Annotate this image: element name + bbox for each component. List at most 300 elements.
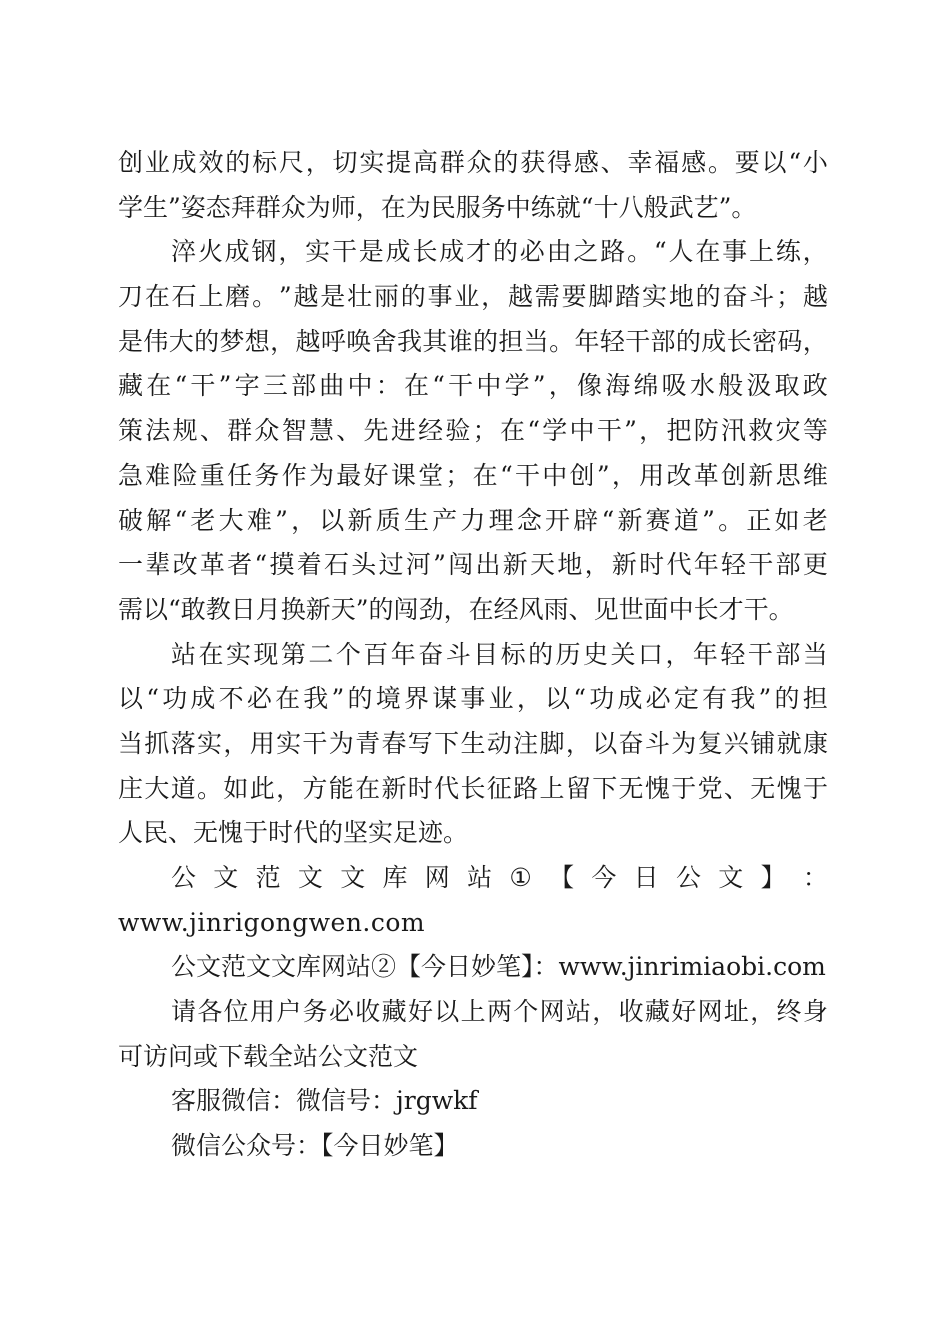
text-glyph: ， <box>639 416 665 446</box>
text-glyph: 创 <box>569 460 595 490</box>
text-glyph: ， <box>223 728 249 758</box>
text-glyph: 担 <box>802 684 828 714</box>
text-line <box>118 230 828 275</box>
site-two-line[interactable]: 公文范文文库网站②【今日妙笔】：www.jinrimiaobi.com <box>171 952 826 982</box>
text-glyph: 解 <box>146 505 172 535</box>
text-glyph: 、 <box>336 416 362 446</box>
text-glyph: 春 <box>381 728 407 758</box>
text-glyph: 天 <box>530 550 556 580</box>
site-one-url[interactable]: www.jinrigongwen.com <box>118 907 426 937</box>
text-glyph: 部 <box>650 326 676 356</box>
text-glyph: 好 <box>407 997 433 1027</box>
wechat-service-line: 客服微信：微信号：jrgwkf <box>171 1086 478 1116</box>
text-glyph: 庄 <box>118 773 144 803</box>
text-glyph: ， <box>802 326 828 356</box>
text-glyph: 奋 <box>418 639 444 669</box>
text-glyph: 难 <box>246 505 272 535</box>
text-glyph: 境 <box>375 684 401 714</box>
text-glyph: 在 <box>472 460 498 490</box>
text-glyph: 请 <box>171 997 197 1027</box>
text-glyph: 时 <box>639 550 665 580</box>
text-glyph: 把 <box>666 416 692 446</box>
text-glyph: 以 <box>319 505 345 535</box>
text-glyph: 个 <box>335 639 361 669</box>
notice-line <box>118 990 828 1035</box>
text-glyph: 。 <box>707 148 733 177</box>
text-glyph: 人 <box>668 237 694 267</box>
text-glyph: “ <box>432 371 445 401</box>
text-glyph: 上 <box>748 237 774 267</box>
text-glyph: ； <box>445 460 471 490</box>
text-glyph: 文 <box>718 863 744 892</box>
text-glyph: 刀 <box>118 282 144 312</box>
text-glyph: 石 <box>171 282 197 312</box>
text-glyph: 。 <box>252 282 278 312</box>
text-glyph: 无 <box>618 773 644 803</box>
text-glyph: 课 <box>390 460 416 490</box>
text-glyph: 定 <box>673 684 699 714</box>
text-glyph: 想 <box>244 326 270 356</box>
text-line: 需以“敢教日月换新天”的闯劲，在经风雨、见世面中长才干。 <box>118 594 794 624</box>
text-line <box>118 499 828 544</box>
text-glyph: 幸 <box>627 148 653 177</box>
text-glyph: 险 <box>172 460 198 490</box>
text-glyph: 成 <box>385 237 411 267</box>
text-glyph: 写 <box>407 728 433 758</box>
text-glyph: 的 <box>473 326 499 356</box>
text-glyph: 重 <box>199 460 225 490</box>
text-glyph: 实 <box>225 639 251 669</box>
text-glyph: 壮 <box>347 282 373 312</box>
site-one-label <box>118 856 828 901</box>
text-glyph: 任 <box>227 460 253 490</box>
text-glyph: 法 <box>145 416 171 446</box>
text-glyph: 先 <box>363 416 389 446</box>
text-glyph: 。 <box>627 237 653 267</box>
text-glyph: 道 <box>673 505 699 535</box>
text-glyph: 业 <box>144 148 170 177</box>
text-glyph: 曲 <box>319 371 345 401</box>
text-glyph: 为 <box>328 728 354 758</box>
text-glyph: 验 <box>445 416 471 446</box>
text-line: 人民、无愧于时代的坚实足迹。 <box>118 818 469 848</box>
text-glyph: 汛 <box>721 416 747 446</box>
text-glyph: “ <box>527 416 540 446</box>
text-glyph: ” <box>218 371 232 401</box>
text-glyph: 抓 <box>144 728 170 758</box>
text-glyph: 成 <box>439 237 465 267</box>
text-glyph: 革 <box>693 460 719 490</box>
text-glyph: ， <box>270 326 296 356</box>
text-glyph: 理 <box>488 505 514 535</box>
text-glyph: ” <box>624 416 637 446</box>
text-glyph: 的 <box>492 237 518 267</box>
text-glyph: 产 <box>432 505 458 535</box>
text-glyph: 干 <box>448 371 474 401</box>
text-glyph: 两 <box>486 997 512 1027</box>
text-glyph: 在 <box>695 237 721 267</box>
text-line <box>118 677 828 722</box>
text-glyph: 斗 <box>749 282 775 312</box>
text-glyph: 闯 <box>448 550 474 580</box>
text-glyph: 收 <box>355 997 381 1027</box>
text-glyph: 干 <box>190 371 216 401</box>
text-glyph: 干 <box>302 728 328 758</box>
text-glyph: 吸 <box>661 371 687 401</box>
text-glyph: ① <box>509 863 532 892</box>
text-glyph: 是 <box>118 326 144 356</box>
text-line <box>118 364 828 409</box>
text-glyph: ， <box>276 773 302 803</box>
text-glyph: 、 <box>723 773 749 803</box>
text-glyph: 收 <box>618 997 644 1027</box>
text-glyph: 汲 <box>746 371 772 401</box>
text-glyph: 个 <box>513 997 539 1027</box>
text-glyph: ， <box>278 237 304 267</box>
text-glyph: 越 <box>295 326 321 356</box>
text-glyph: 年 <box>693 550 719 580</box>
text-glyph: ， <box>481 282 507 312</box>
text-glyph: 。 <box>197 773 223 803</box>
text-glyph: 在 <box>275 684 301 714</box>
text-glyph: 为 <box>671 728 697 758</box>
text-glyph: 长 <box>460 773 486 803</box>
text-glyph: 最 <box>336 460 362 490</box>
text-glyph: 实 <box>642 282 668 312</box>
text-glyph: 要 <box>734 148 760 177</box>
text-glyph: “ <box>601 505 615 535</box>
text-glyph: 正 <box>746 505 772 535</box>
text-glyph: 过 <box>378 550 404 580</box>
document-body <box>118 141 828 1169</box>
text-glyph: 年 <box>390 639 416 669</box>
text-glyph: 取 <box>774 371 800 401</box>
text-glyph: ” <box>331 684 345 714</box>
text-glyph: 如 <box>774 505 800 535</box>
text-glyph: 范 <box>255 863 281 892</box>
text-glyph: 愧 <box>776 773 802 803</box>
text-glyph: 轻 <box>599 326 625 356</box>
text-glyph: 辟 <box>573 505 599 535</box>
text-glyph: 复 <box>697 728 723 758</box>
text-glyph: 石 <box>324 550 350 580</box>
text-glyph: 等 <box>802 416 828 446</box>
text-glyph: “ <box>573 684 587 714</box>
text-glyph: 现 <box>253 639 279 669</box>
text-glyph: 干 <box>625 326 651 356</box>
text-glyph: 兴 <box>723 728 749 758</box>
text-glyph: 的 <box>528 639 554 669</box>
text-glyph: 】 <box>760 863 786 892</box>
text-glyph: 上 <box>539 773 565 803</box>
text-glyph: 需 <box>534 282 560 312</box>
text-glyph: ， <box>565 728 591 758</box>
text-glyph: 各 <box>197 997 223 1027</box>
text-glyph: “ <box>788 148 802 177</box>
text-glyph: “ <box>254 550 268 580</box>
text-glyph: 开 <box>545 505 571 535</box>
text-glyph: 破 <box>118 505 144 535</box>
text-glyph: 功 <box>589 684 615 714</box>
text-glyph: 青 <box>355 728 381 758</box>
text-glyph: 水 <box>689 371 715 401</box>
text-glyph: 创 <box>721 460 747 490</box>
text-glyph: 在 <box>198 639 224 669</box>
text-glyph: 轻 <box>721 550 747 580</box>
text-glyph: 头 <box>351 550 377 580</box>
text-glyph: 梦 <box>219 326 245 356</box>
text-glyph: 、 <box>600 148 626 177</box>
text-glyph: 绵 <box>633 371 659 401</box>
text-glyph: 进 <box>390 416 416 446</box>
text-glyph: 中 <box>476 371 502 401</box>
text-glyph: 部 <box>291 371 317 401</box>
text-glyph: 轻 <box>720 639 746 669</box>
text-glyph: 辈 <box>145 550 171 580</box>
text-glyph: 舍 <box>371 326 397 356</box>
text-glyph: 留 <box>565 773 591 803</box>
text-glyph: 斗 <box>445 639 471 669</box>
text-line <box>118 454 828 499</box>
text-glyph: 年 <box>692 639 718 669</box>
text-glyph: 地 <box>557 550 583 580</box>
text-glyph: 事 <box>722 237 748 267</box>
text-glyph: 路 <box>513 773 539 803</box>
text-glyph: 河 <box>405 550 431 580</box>
text-glyph: 。 <box>718 505 744 535</box>
text-glyph: 得 <box>547 148 573 177</box>
text-glyph: ， <box>665 639 691 669</box>
text-glyph: 实 <box>359 148 385 177</box>
text-glyph: 代 <box>666 550 692 580</box>
text-glyph: 用 <box>249 728 275 758</box>
text-glyph: 我 <box>396 326 422 356</box>
text-glyph: 成 <box>224 237 250 267</box>
text-line <box>118 409 828 454</box>
text-glyph: 于 <box>671 773 697 803</box>
text-glyph: 呼 <box>320 326 346 356</box>
text-glyph: 位 <box>223 997 249 1027</box>
text-glyph: 生 <box>460 728 486 758</box>
text-glyph: 切 <box>332 148 358 177</box>
text-line: 学生”姿态拜群众为师，在为民服务中练就“十八般武艺”。 <box>118 192 757 222</box>
text-glyph: 中 <box>542 460 568 490</box>
text-glyph: 着 <box>296 550 322 580</box>
text-glyph: 实 <box>305 237 331 267</box>
text-glyph: 慧 <box>308 416 334 446</box>
text-glyph: 新 <box>611 550 637 580</box>
text-glyph: 的 <box>347 684 373 714</box>
text-line <box>118 722 828 767</box>
text-glyph: 般 <box>718 371 744 401</box>
text-glyph: 好 <box>671 997 697 1027</box>
notice-line: 可访问或下载全站公文范文 <box>118 1041 419 1071</box>
text-glyph: 藏 <box>644 997 670 1027</box>
text-glyph: 生 <box>403 505 429 535</box>
text-glyph: 学 <box>504 371 530 401</box>
text-glyph: 长 <box>412 237 438 267</box>
text-glyph: 新 <box>617 505 643 535</box>
text-glyph: 用 <box>249 997 275 1027</box>
text-glyph: ： <box>802 863 828 892</box>
text-glyph: “ <box>653 237 667 267</box>
text-glyph: 目 <box>473 639 499 669</box>
text-glyph: 征 <box>486 773 512 803</box>
text-glyph: ， <box>305 148 331 177</box>
text-glyph: 感 <box>681 148 707 177</box>
text-glyph: 年 <box>574 326 600 356</box>
text-glyph: 当 <box>802 639 828 669</box>
text-glyph: ； <box>472 416 498 446</box>
text-glyph: 业 <box>454 282 480 312</box>
text-glyph: 谋 <box>432 684 458 714</box>
text-glyph: 在 <box>146 371 172 401</box>
text-glyph: 更 <box>802 550 828 580</box>
text-glyph: 担 <box>498 326 524 356</box>
text-glyph: 新 <box>347 505 373 535</box>
text-glyph: 在 <box>403 371 429 401</box>
text-glyph: 干 <box>748 550 774 580</box>
text-glyph: 事 <box>427 282 453 312</box>
text-glyph: 日 <box>633 863 659 892</box>
text-glyph: 思 <box>775 460 801 490</box>
text-glyph: 其 <box>422 326 448 356</box>
text-glyph: 必 <box>246 684 272 714</box>
text-glyph: 的 <box>774 684 800 714</box>
text-glyph: 务 <box>254 460 280 490</box>
text-glyph: 必 <box>645 684 671 714</box>
text-glyph: ， <box>516 684 542 714</box>
text-glyph: 必 <box>328 997 354 1027</box>
text-glyph: 救 <box>748 416 774 446</box>
text-glyph: ” <box>275 505 288 535</box>
text-glyph: 事 <box>460 684 486 714</box>
text-glyph: 一 <box>118 550 144 580</box>
text-glyph: 大 <box>218 505 244 535</box>
text-glyph: 在 <box>355 773 381 803</box>
text-glyph: 效 <box>198 148 224 177</box>
text-glyph: 磨 <box>225 282 251 312</box>
text-glyph: 政 <box>802 371 828 401</box>
text-glyph: ， <box>291 505 317 535</box>
text-glyph: 新 <box>748 460 774 490</box>
text-glyph: 老 <box>190 505 216 535</box>
text-glyph: 谁 <box>447 326 473 356</box>
text-glyph: 功 <box>162 684 188 714</box>
text-glyph: 公 <box>675 863 701 892</box>
text-glyph: 成 <box>171 148 197 177</box>
text-glyph: 路 <box>600 237 626 267</box>
text-glyph: 终 <box>776 997 802 1027</box>
text-glyph: 以 <box>434 997 460 1027</box>
text-glyph: 时 <box>407 773 433 803</box>
text-glyph: 网 <box>697 997 723 1027</box>
text-glyph: 提 <box>386 148 412 177</box>
text-glyph: 干 <box>514 460 540 490</box>
text-glyph: ， <box>611 460 637 490</box>
text-line <box>118 543 828 588</box>
text-line <box>118 141 828 186</box>
text-glyph: 身 <box>802 997 828 1027</box>
text-glyph: 落 <box>170 728 196 758</box>
text-glyph: 练 <box>775 237 801 267</box>
text-glyph: 踏 <box>615 282 641 312</box>
text-glyph: 众 <box>466 148 492 177</box>
text-line <box>118 275 828 320</box>
text-glyph: 今 <box>591 863 617 892</box>
text-glyph: 当 <box>523 326 549 356</box>
text-line <box>118 320 828 365</box>
text-glyph: 质 <box>375 505 401 535</box>
text-glyph: ” <box>278 282 292 312</box>
text-glyph: 注 <box>513 728 539 758</box>
text-glyph: 文 <box>340 863 366 892</box>
text-glyph: 标 <box>500 639 526 669</box>
text-glyph: 不 <box>218 684 244 714</box>
text-glyph: 改 <box>172 550 198 580</box>
text-glyph: 是 <box>358 237 384 267</box>
text-glyph: “ <box>146 684 159 714</box>
text-glyph: 干 <box>747 639 773 669</box>
text-glyph: 如 <box>223 773 249 803</box>
text-glyph: 此 <box>249 773 275 803</box>
text-glyph: 新 <box>381 773 407 803</box>
text-glyph: 长 <box>726 326 752 356</box>
text-glyph: 上 <box>460 997 486 1027</box>
text-glyph: ， <box>750 997 776 1027</box>
text-glyph: 革 <box>199 550 225 580</box>
text-glyph: 中 <box>569 416 595 446</box>
text-glyph: 唤 <box>346 326 372 356</box>
text-glyph: 规 <box>172 416 198 446</box>
text-glyph: ， <box>802 237 828 267</box>
text-glyph: 就 <box>776 728 802 758</box>
text-glyph: 当 <box>118 728 144 758</box>
text-glyph: 代 <box>434 773 460 803</box>
text-glyph: 下 <box>434 728 460 758</box>
text-glyph: ” <box>433 550 446 580</box>
text-glyph: 康 <box>802 728 828 758</box>
text-glyph: 要 <box>561 282 587 312</box>
text-glyph: 实 <box>276 728 302 758</box>
text-glyph: 以 <box>592 728 618 758</box>
text-glyph: 我 <box>303 684 329 714</box>
text-glyph: 的 <box>493 148 519 177</box>
text-glyph: 成 <box>190 684 216 714</box>
text-glyph: 密 <box>751 326 777 356</box>
text-line <box>118 633 828 678</box>
text-glyph: 愧 <box>644 773 670 803</box>
text-glyph: 才 <box>466 237 492 267</box>
text-glyph: 公 <box>171 863 197 892</box>
text-glyph: 灾 <box>775 416 801 446</box>
text-glyph: ， <box>584 550 610 580</box>
text-glyph: 上 <box>198 282 224 312</box>
text-glyph: ； <box>776 282 802 312</box>
text-glyph: 斗 <box>644 728 670 758</box>
text-glyph: 念 <box>516 505 542 535</box>
text-glyph: 智 <box>281 416 307 446</box>
text-glyph: 户 <box>276 997 302 1027</box>
text-glyph: 【 <box>549 863 575 892</box>
text-glyph: 网 <box>539 997 565 1027</box>
text-glyph: 部 <box>775 639 801 669</box>
text-glyph: 的 <box>400 282 426 312</box>
text-glyph: 百 <box>363 639 389 669</box>
text-glyph: 在 <box>499 416 525 446</box>
text-glyph: 出 <box>475 550 501 580</box>
text-glyph: “ <box>174 371 188 401</box>
